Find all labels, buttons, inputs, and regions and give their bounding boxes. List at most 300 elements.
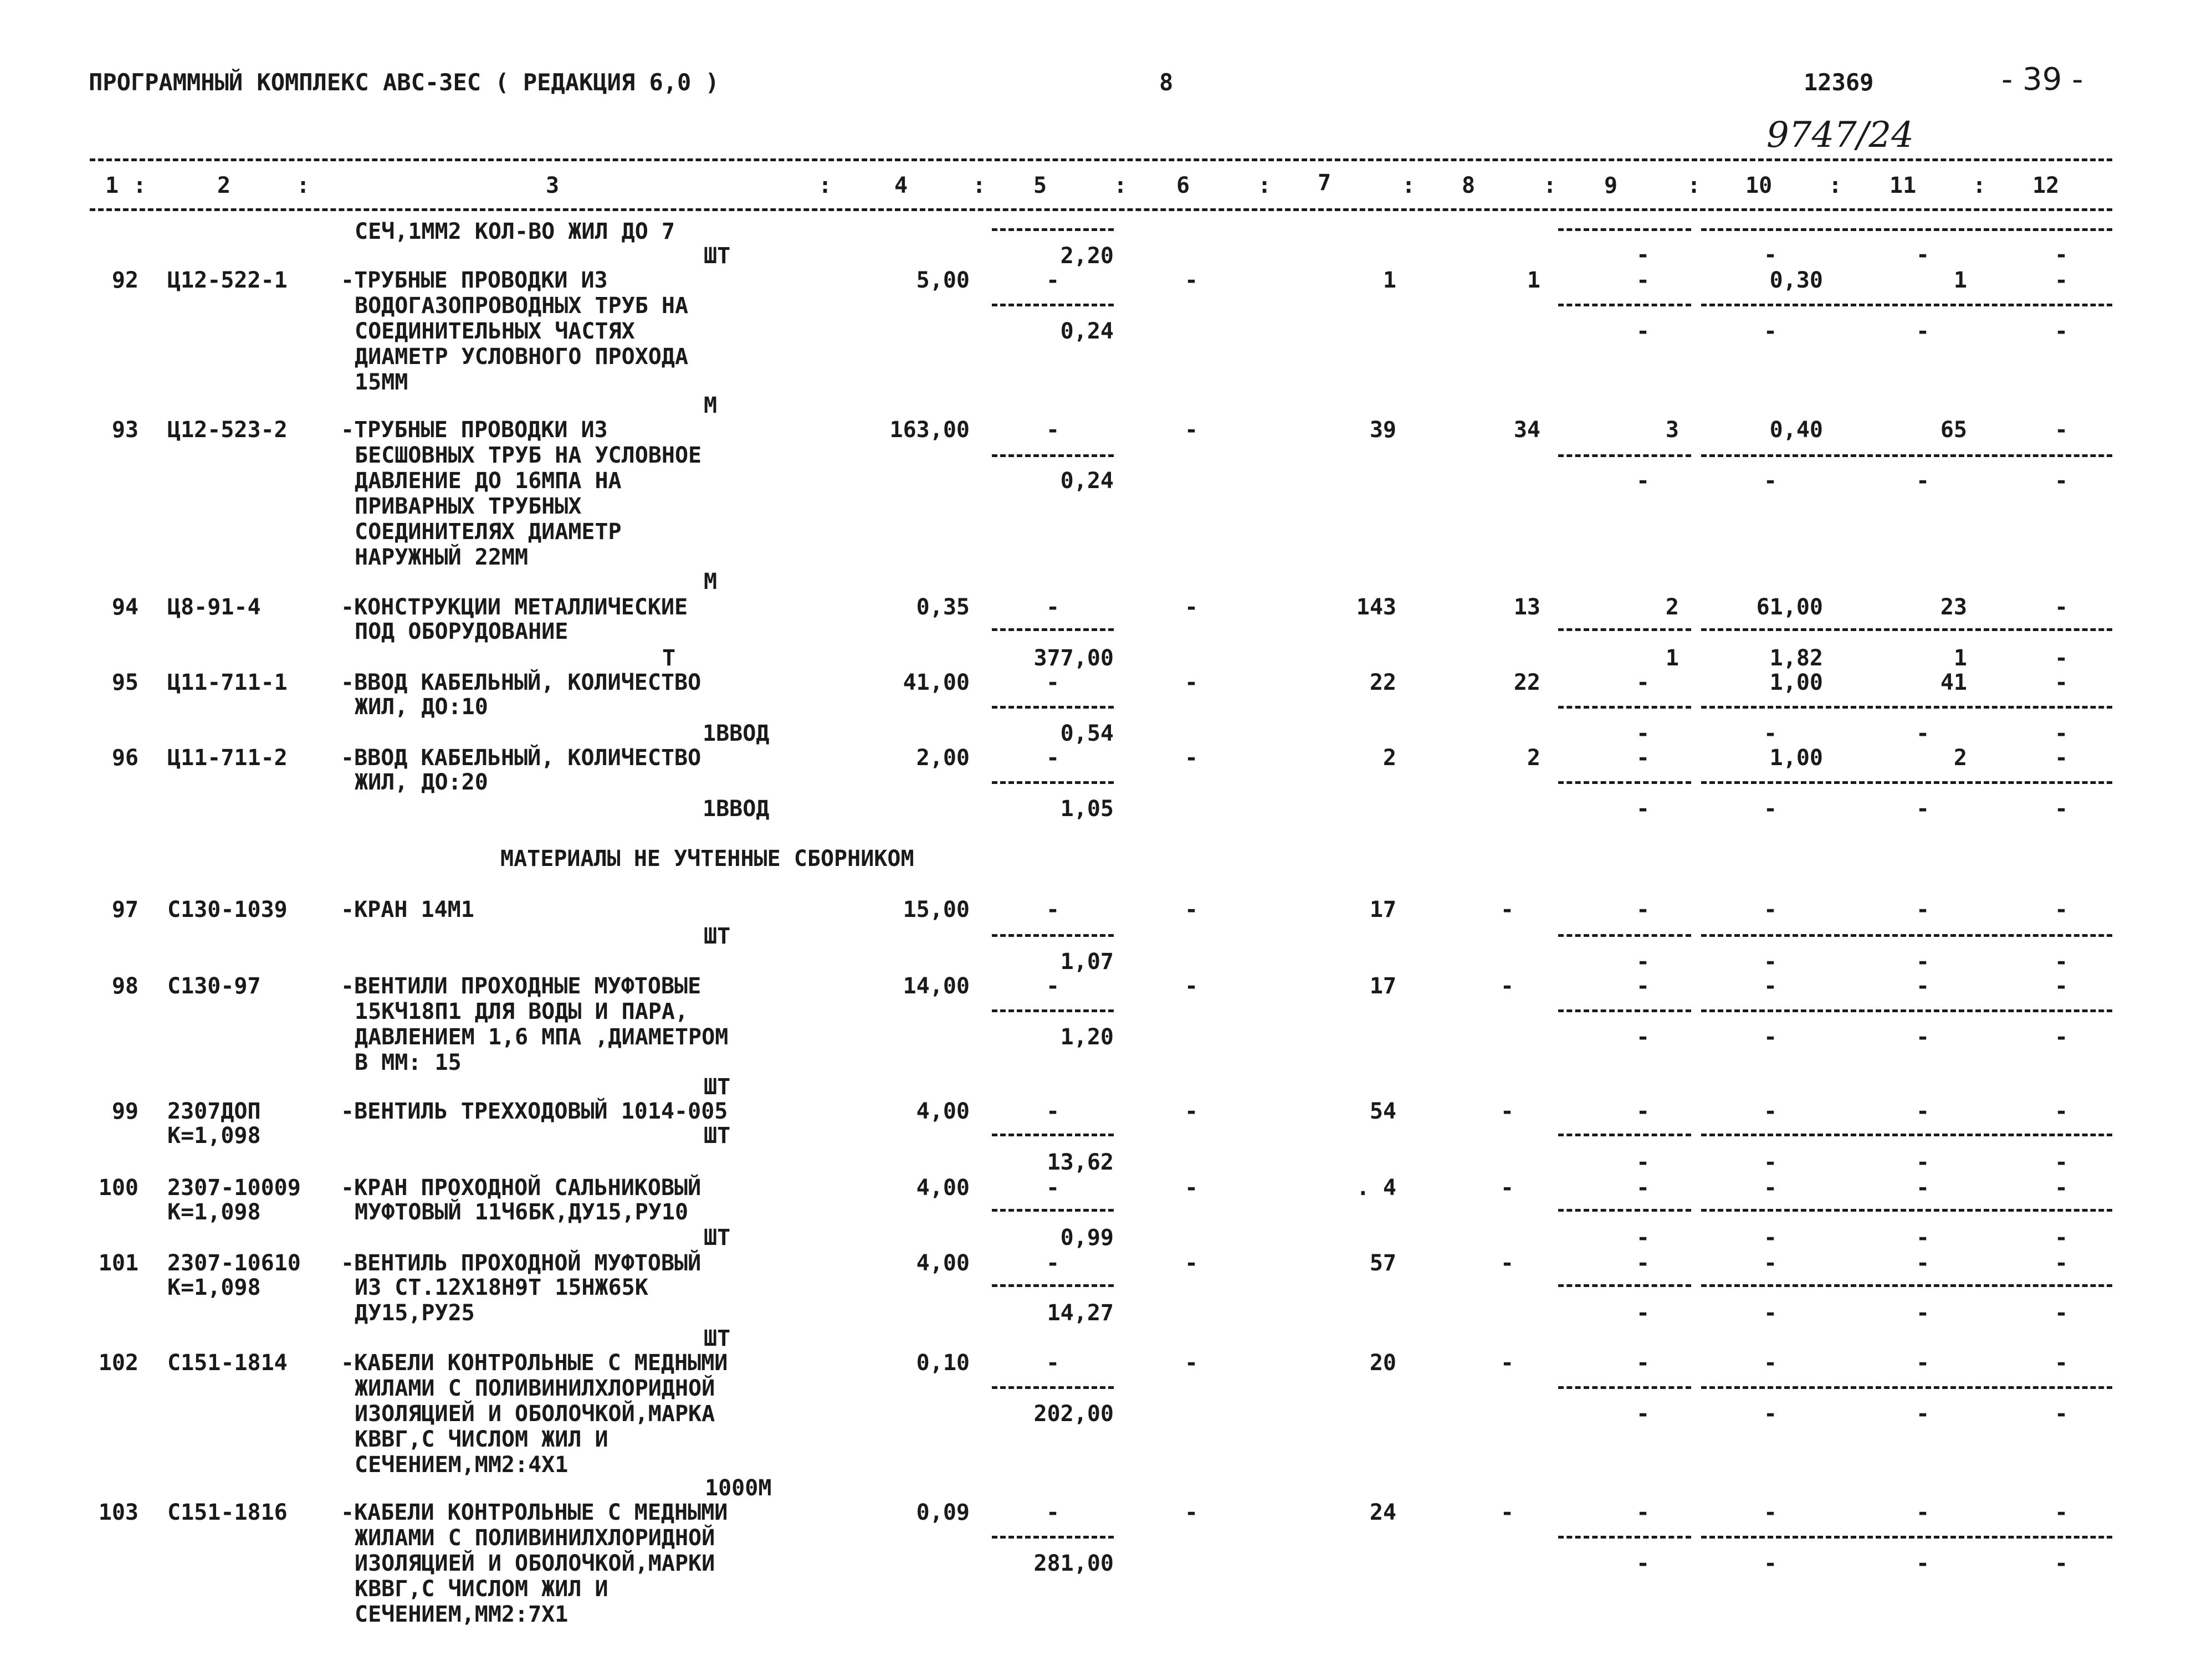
col12: - xyxy=(2054,745,2068,771)
col10-dash: - xyxy=(1763,1401,1778,1427)
col5-dash: - xyxy=(1046,1175,1060,1201)
col12-dash: - xyxy=(2054,1225,2068,1250)
col12-dash: - xyxy=(2054,242,2068,268)
cell-separator xyxy=(1984,1284,2112,1287)
col9: - xyxy=(1636,745,1650,771)
col8: - xyxy=(1500,973,1514,999)
item-number: 97 xyxy=(111,897,139,922)
col5-dash: - xyxy=(1046,417,1060,443)
col12: - xyxy=(2054,417,2068,443)
cell-separator xyxy=(1984,1009,2112,1012)
col-sep: : xyxy=(1258,173,1272,198)
qty: 41,00 xyxy=(903,670,970,695)
cell-separator xyxy=(1842,1134,1981,1136)
cell-separator xyxy=(1558,1536,1691,1539)
col11: - xyxy=(1916,1250,1930,1276)
cell-separator xyxy=(1701,1536,1840,1539)
item-description: -ТРУБНЫЕ ПРОВОДКИ ИЗ xyxy=(341,417,608,443)
header-rule-top xyxy=(90,158,2112,161)
col12: - xyxy=(2054,594,2068,620)
item-code: С151-1816 xyxy=(167,1500,288,1525)
col9-dash: - xyxy=(1636,1150,1650,1175)
qty: 14,00 xyxy=(903,973,970,999)
cell-separator xyxy=(992,1284,1114,1287)
col12: - xyxy=(2054,1175,2068,1201)
cell-separator xyxy=(1701,934,1840,937)
item-description: ДАВЛЕНИЕ ДО 16МПА НА xyxy=(355,468,622,494)
col9-dash: - xyxy=(1636,1401,1650,1427)
item-number: 98 xyxy=(111,973,139,999)
cell-separator xyxy=(1984,1536,2112,1539)
cell-separator xyxy=(1558,706,1691,709)
col-6: 6 xyxy=(1176,173,1190,198)
col10-dash: - xyxy=(1763,1150,1778,1175)
qty: 0,35 xyxy=(916,594,970,620)
item-description: ДУ15,РУ25 xyxy=(355,1300,475,1326)
col11: - xyxy=(1916,1500,1930,1525)
col11: - xyxy=(1916,897,1930,922)
item-unit: М xyxy=(704,393,718,418)
document-header-code: 12369 xyxy=(1804,69,1874,96)
col6: - xyxy=(1184,594,1199,620)
col6: - xyxy=(1184,1350,1199,1376)
cell-separator xyxy=(1842,628,1981,631)
col12: - xyxy=(2054,268,2068,293)
col-8: 8 xyxy=(1462,173,1476,198)
col8: - xyxy=(1500,1500,1514,1525)
col-3: 3 xyxy=(546,173,560,198)
col10-dash: - xyxy=(1763,1551,1778,1576)
col7: . 4 xyxy=(1356,1175,1396,1201)
col10: - xyxy=(1763,1099,1778,1124)
qty: 0,09 xyxy=(916,1500,970,1525)
col12: - xyxy=(2054,897,2068,922)
col-sep: : xyxy=(1973,173,1986,198)
document-header-sheet: 8 xyxy=(1159,69,1174,96)
cell-separator xyxy=(1842,454,1981,457)
cell-separator xyxy=(1558,1386,1691,1389)
col8: 22 xyxy=(1513,670,1540,695)
col5-dash: - xyxy=(1046,1250,1060,1276)
col8: - xyxy=(1500,1175,1514,1201)
item-description: НАРУЖНЫЙ 22ММ xyxy=(355,545,529,570)
cell-separator xyxy=(1701,228,1840,231)
col7: 1 xyxy=(1383,268,1396,293)
cell-separator xyxy=(1558,1284,1691,1287)
col11: - xyxy=(1916,1175,1930,1201)
item-description: -ВВОД КАБЕЛЬНЫЙ, КОЛИЧЕСТВО xyxy=(341,670,702,695)
item-code-coefficient: К=1,098 xyxy=(167,1275,261,1300)
item-description: БЕСШОВНЫХ ТРУБ НА УСЛОВНОЕ xyxy=(355,443,702,468)
cell-separator xyxy=(1558,1134,1691,1136)
col12: - xyxy=(2054,1500,2068,1525)
item-number: 92 xyxy=(111,268,139,293)
item-code: Ц11-711-1 xyxy=(167,670,288,695)
cell-separator xyxy=(1842,1209,1981,1212)
col-2: 2 xyxy=(217,173,231,198)
col11-dash: - xyxy=(1916,949,1930,975)
col11: 1 xyxy=(1953,645,1967,671)
item-description: СОЕДИНИТЕЛЯХ ДИАМЕТР xyxy=(355,519,622,545)
item-description: 15КЧ18П1 ДЛЯ ВОДЫ И ПАРА, xyxy=(355,999,689,1024)
col-sep: : xyxy=(296,173,310,198)
cell-separator xyxy=(992,1386,1114,1389)
col5-value: 202,00 xyxy=(1033,1401,1114,1427)
item-unit: ШТ xyxy=(704,924,731,949)
cell-separator xyxy=(1558,228,1691,231)
qty: 163,00 xyxy=(889,417,970,443)
col-sep: : xyxy=(1687,173,1701,198)
col9: - xyxy=(1636,1099,1650,1124)
col5-value: 377,00 xyxy=(1033,645,1114,671)
cell-separator xyxy=(1701,1009,1840,1012)
col7: 17 xyxy=(1369,897,1396,922)
col8: - xyxy=(1500,1099,1514,1124)
item-unit: ШТ xyxy=(704,243,731,269)
qty: 0,10 xyxy=(916,1350,970,1376)
col-4: 4 xyxy=(894,173,908,198)
col11: - xyxy=(1916,973,1930,999)
col9: - xyxy=(1636,1500,1650,1525)
col-sep: : xyxy=(972,173,986,198)
cell-separator xyxy=(992,781,1114,784)
col11: 23 xyxy=(1940,594,1967,620)
qty: 4,00 xyxy=(916,1099,970,1124)
item-code: С130-97 xyxy=(167,973,261,999)
item-description: КВВГ,С ЧИСЛОМ ЖИЛ И xyxy=(355,1427,608,1452)
col7: 39 xyxy=(1369,417,1396,443)
col5-dash: - xyxy=(1046,1099,1060,1124)
item-code: Ц11-711-2 xyxy=(167,745,288,771)
col7: 57 xyxy=(1369,1250,1396,1276)
col12-dash: - xyxy=(2054,721,2068,746)
col12: - xyxy=(2054,1099,2068,1124)
item-description: 15ММ xyxy=(355,370,408,395)
qty: 4,00 xyxy=(916,1175,970,1201)
cell-separator xyxy=(1984,304,2112,306)
cell-separator xyxy=(1558,1209,1691,1212)
item-description: -ВЕНТИЛЬ ТРЕХХОДОВЫЙ 1014-005 xyxy=(341,1099,728,1124)
col-5: 5 xyxy=(1033,173,1047,198)
col12-dash: - xyxy=(2054,645,2068,671)
col11-dash: - xyxy=(1916,319,1930,344)
cell-separator xyxy=(1842,228,1981,231)
col10-dash: - xyxy=(1763,949,1778,975)
col8: 34 xyxy=(1513,417,1540,443)
col6: - xyxy=(1184,745,1199,771)
col9-dash: - xyxy=(1636,721,1650,746)
col7: 24 xyxy=(1369,1500,1396,1525)
col5-value: 0,24 xyxy=(1060,468,1114,494)
col6: - xyxy=(1184,973,1199,999)
cell-separator xyxy=(1842,1009,1981,1012)
col12-dash: - xyxy=(2054,1551,2068,1576)
cell-separator xyxy=(1701,1134,1840,1136)
col5-value: 281,00 xyxy=(1033,1551,1114,1576)
col8: 1 xyxy=(1527,268,1540,293)
cell-separator xyxy=(1842,934,1981,937)
cell-separator xyxy=(1984,628,2112,631)
item-description: СЕЧЕНИЕМ,ММ2:7Х1 xyxy=(355,1602,569,1627)
col12-dash: - xyxy=(2054,1150,2068,1175)
cell-separator xyxy=(1984,934,2112,937)
item-description: -КОНСТРУКЦИИ МЕТАЛЛИЧЕСКИЕ xyxy=(341,594,688,620)
col12-dash: - xyxy=(2054,1024,2068,1050)
col10: - xyxy=(1763,1250,1778,1276)
item-description: -ВЕНТИЛЬ ПРОХОДНОЙ МУФТОВЫЙ xyxy=(341,1250,702,1276)
col10-dash: - xyxy=(1763,721,1778,746)
item-code: 2307-10610 xyxy=(167,1250,301,1276)
col10-dash: - xyxy=(1763,796,1778,822)
col-11: 11 xyxy=(1890,173,1917,198)
col11: 65 xyxy=(1940,417,1967,443)
item-description: -ВЕНТИЛИ ПРОХОДНЫЕ МУФТОВЫЕ xyxy=(341,973,702,999)
col10: - xyxy=(1763,897,1778,922)
cell-separator xyxy=(1842,1284,1981,1287)
cell-separator xyxy=(992,934,1114,937)
col9-dash: - xyxy=(1636,242,1650,268)
qty: 4,00 xyxy=(916,1250,970,1276)
col9: - xyxy=(1636,670,1650,695)
col5-dash: - xyxy=(1046,594,1060,620)
col5-value: 0,99 xyxy=(1060,1225,1114,1250)
col-sep: : xyxy=(1829,173,1842,198)
col10-dash: - xyxy=(1763,1300,1778,1326)
item-unit: ШТ xyxy=(704,1326,731,1351)
cell-separator xyxy=(1701,1284,1840,1287)
page-number: - 39 - xyxy=(2001,61,2083,98)
item-description: -КАБЕЛИ КОНТРОЛЬНЫЕ С МЕДНЫМИ xyxy=(341,1350,728,1376)
cell-separator xyxy=(1842,304,1981,306)
col10-dash: - xyxy=(1763,468,1778,494)
col11: 1 xyxy=(1953,268,1967,293)
document-header-title: ПРОГРАММНЫЙ КОМПЛЕКС АВС-3ЕС ( РЕДАКЦИЯ 6,0 ) xyxy=(89,69,719,96)
col11: 2 xyxy=(1953,745,1967,771)
col5-value: 0,24 xyxy=(1060,319,1114,344)
col8: - xyxy=(1500,1350,1514,1376)
col-sep: : xyxy=(1543,173,1557,198)
col10-dash: - xyxy=(1763,319,1778,344)
item-unit: 1000М xyxy=(705,1475,772,1501)
col5-value: 0,54 xyxy=(1060,721,1114,746)
col12-dash: - xyxy=(2054,1300,2068,1326)
item-number: 100 xyxy=(98,1175,139,1201)
col10-dash: - xyxy=(1763,242,1778,268)
cell-separator xyxy=(1842,1536,1981,1539)
col8: - xyxy=(1500,897,1514,922)
item-number: 96 xyxy=(111,745,139,771)
item-number: 93 xyxy=(111,417,139,443)
item-description: ИЗОЛЯЦИЕЙ И ОБОЛОЧКОЙ,МАРКИ xyxy=(355,1551,715,1576)
cell-separator xyxy=(1558,781,1691,784)
col-12: 12 xyxy=(2032,173,2060,198)
col12-dash: - xyxy=(2054,468,2068,494)
col5-value: 2,20 xyxy=(1060,243,1114,269)
col9: 1 xyxy=(1665,645,1679,671)
cell-separator xyxy=(1701,1386,1840,1389)
col10: 1,00 xyxy=(1769,745,1823,771)
cell-separator xyxy=(1984,781,2112,784)
cell-separator xyxy=(1842,1386,1981,1389)
col10: - xyxy=(1763,1350,1778,1376)
item-unit: ШТ xyxy=(704,1123,731,1149)
col6: - xyxy=(1184,1099,1199,1124)
cell-separator xyxy=(1701,628,1840,631)
col11-dash: - xyxy=(1916,242,1930,268)
item-unit: 1ВВОД xyxy=(703,721,770,746)
cell-separator xyxy=(1701,781,1840,784)
col9-dash: - xyxy=(1636,1300,1650,1326)
col-1: 1 xyxy=(105,173,119,198)
cell-separator xyxy=(1984,1386,2112,1389)
col5-dash: - xyxy=(1046,973,1060,999)
item-description: -ВВОД КАБЕЛЬНЫЙ, КОЛИЧЕСТВО xyxy=(341,745,702,771)
col9-dash: - xyxy=(1636,949,1650,975)
cell-separator xyxy=(992,706,1114,709)
cell-separator xyxy=(1558,628,1691,631)
section-title: МАТЕРИАЛЫ НЕ УЧТЕННЫЕ СБОРНИКОМ xyxy=(500,846,914,871)
col11-dash: - xyxy=(1916,1401,1930,1427)
col7: 20 xyxy=(1369,1350,1396,1376)
col7: 2 xyxy=(1383,745,1396,771)
item-code: 2307ДОП xyxy=(167,1099,261,1124)
item-description: ИЗОЛЯЦИЕЙ И ОБОЛОЧКОЙ,МАРКА xyxy=(355,1401,715,1427)
item-description: СОЕДИНИТЕЛЬНЫХ ЧАСТЯХ xyxy=(355,319,635,344)
col9: - xyxy=(1636,1250,1650,1276)
cell-separator xyxy=(992,454,1114,457)
col10: 0,40 xyxy=(1769,417,1823,443)
col12-dash: - xyxy=(2054,949,2068,975)
item-description: -КРАН ПРОХОДНОЙ САЛЬНИКОВЫЙ xyxy=(341,1175,702,1201)
col12: - xyxy=(2054,1350,2068,1376)
item-description: МУФТОВЫЙ 11Ч6БК,ДУ15,РУ10 xyxy=(355,1199,689,1225)
col9: 3 xyxy=(1665,417,1679,443)
item-description: СЕЧЕНИЕМ,ММ2:4Х1 xyxy=(355,1452,569,1478)
col5-dash: - xyxy=(1046,897,1060,922)
header-rule-bottom xyxy=(90,208,2112,211)
cell-separator xyxy=(1701,706,1840,709)
col10: 1,82 xyxy=(1769,645,1823,671)
col10-dash: - xyxy=(1763,1225,1778,1250)
cell-separator xyxy=(1558,1009,1691,1012)
item-unit: 1ВВОД xyxy=(703,796,770,822)
cell-separator xyxy=(992,628,1114,631)
item-description: ИЗ СТ.12Х18Н9Т 15НЖ65К xyxy=(355,1275,648,1300)
col5-dash: - xyxy=(1046,1350,1060,1376)
col9: - xyxy=(1636,268,1650,293)
col7: 17 xyxy=(1369,973,1396,999)
qty: 5,00 xyxy=(916,268,970,293)
col10: 0,30 xyxy=(1769,268,1823,293)
item-code: Ц8-91-4 xyxy=(167,594,261,620)
col7: 54 xyxy=(1369,1099,1396,1124)
col10: 61,00 xyxy=(1756,594,1823,620)
item-code: Ц12-522-1 xyxy=(167,268,288,293)
col12: - xyxy=(2054,973,2068,999)
col6: - xyxy=(1184,897,1199,922)
col12-dash: - xyxy=(2054,1401,2068,1427)
col5-dash: - xyxy=(1046,745,1060,771)
col-7: 7 xyxy=(1318,170,1332,196)
col5-value: 1,05 xyxy=(1060,796,1114,822)
cell-separator xyxy=(1701,454,1840,457)
col6: - xyxy=(1184,417,1199,443)
cell-separator xyxy=(1558,934,1691,937)
cell-separator xyxy=(1984,1134,2112,1136)
col9: - xyxy=(1636,1350,1650,1376)
col11-dash: - xyxy=(1916,1024,1930,1050)
item-code-coefficient: К=1,098 xyxy=(167,1123,261,1149)
item-description: ЖИЛ, ДО:10 xyxy=(355,694,488,720)
col9-dash: - xyxy=(1636,468,1650,494)
col11-dash: - xyxy=(1916,1551,1930,1576)
col11-dash: - xyxy=(1916,721,1930,746)
item-description: ЖИЛАМИ С ПОЛИВИНИЛХЛОРИДНОЙ xyxy=(355,1376,715,1401)
col10-dash: - xyxy=(1763,1024,1778,1050)
cell-separator xyxy=(1558,454,1691,457)
col7: 22 xyxy=(1369,670,1396,695)
col10: - xyxy=(1763,1500,1778,1525)
item-description: КВВГ,С ЧИСЛОМ ЖИЛ И xyxy=(355,1576,608,1602)
item-number: 99 xyxy=(111,1099,139,1124)
item-description: -КРАН 14М1 xyxy=(341,897,474,922)
col-sep: : xyxy=(133,173,147,198)
col5-dash: - xyxy=(1046,670,1060,695)
item-number: 94 xyxy=(111,594,139,620)
col12-dash: - xyxy=(2054,319,2068,344)
qty: 15,00 xyxy=(903,897,970,922)
col12: - xyxy=(2054,670,2068,695)
item-description: ВОДОГАЗОПРОВОДНЫХ ТРУБ НА xyxy=(355,293,689,319)
col10: - xyxy=(1763,973,1778,999)
item-description: ЖИЛ, ДО:20 xyxy=(355,770,488,795)
col5-dash: - xyxy=(1046,1500,1060,1525)
col9: 2 xyxy=(1665,594,1679,620)
col6: - xyxy=(1184,268,1199,293)
item-description: ПОД ОБОРУДОВАНИЕ xyxy=(355,619,569,644)
cell-separator xyxy=(1984,706,2112,709)
col12-dash: - xyxy=(2054,796,2068,822)
col8: 13 xyxy=(1513,594,1540,620)
col-sep: : xyxy=(1402,173,1416,198)
item-number: 102 xyxy=(98,1350,139,1376)
cell-separator xyxy=(992,1134,1114,1136)
col9-dash: - xyxy=(1636,1024,1650,1050)
item-number: 103 xyxy=(98,1500,139,1525)
item-code: С151-1814 xyxy=(167,1350,288,1376)
col6: - xyxy=(1184,670,1199,695)
cell-separator xyxy=(992,1009,1114,1012)
col11: 41 xyxy=(1940,670,1967,695)
col-9: 9 xyxy=(1604,173,1618,198)
col6: - xyxy=(1184,1250,1199,1276)
col6: - xyxy=(1184,1175,1199,1201)
item-description: -КАБЕЛИ КОНТРОЛЬНЫЕ С МЕДНЫМИ xyxy=(341,1500,728,1525)
col-10: 10 xyxy=(1745,173,1773,198)
item-unit: ШТ xyxy=(704,1225,731,1250)
handwritten-number: 9747/24 xyxy=(1766,115,1914,156)
col9-dash: - xyxy=(1636,319,1650,344)
col8: 2 xyxy=(1527,745,1540,771)
col9: - xyxy=(1636,973,1650,999)
col6: - xyxy=(1184,1500,1199,1525)
col9: - xyxy=(1636,897,1650,922)
item-unit: Т xyxy=(662,645,676,671)
item-number: 95 xyxy=(111,670,139,695)
col7: 143 xyxy=(1356,594,1396,620)
col9-dash: - xyxy=(1636,1225,1650,1250)
item-code-coefficient: К=1,098 xyxy=(167,1199,261,1225)
